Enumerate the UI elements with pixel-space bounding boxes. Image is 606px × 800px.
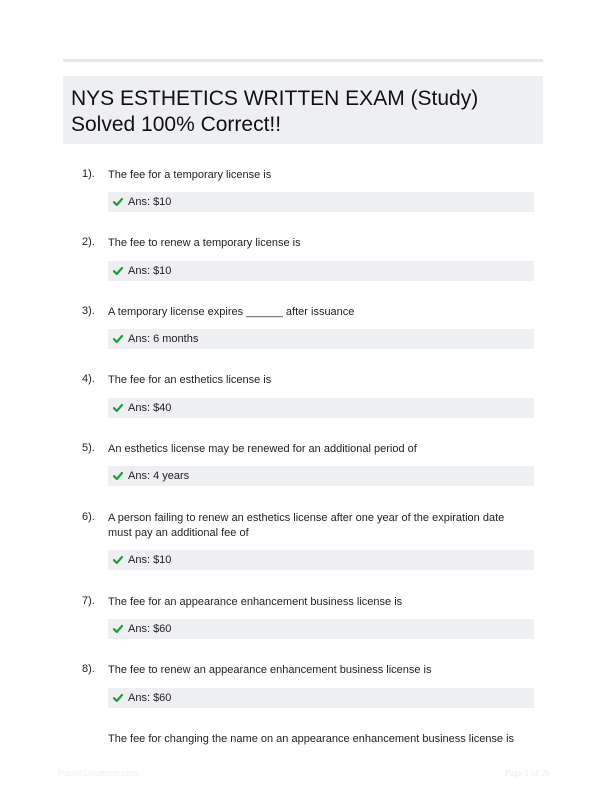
answer-text: Ans: $10	[128, 265, 172, 277]
answer-box	[108, 329, 534, 349]
question-number: 3).	[82, 305, 95, 317]
answer-box	[108, 550, 534, 570]
question-text: A temporary license expires ______ after issuance	[108, 306, 355, 318]
answer-box	[108, 619, 534, 639]
check-icon	[113, 266, 123, 276]
question-number: 7).	[82, 595, 95, 607]
question-text: A person failing to renew an esthetics license after one year of the expiration date must pay an additional fee of	[108, 512, 505, 539]
answer-box	[108, 466, 534, 486]
answer-box	[108, 688, 534, 708]
question-text: The fee to renew a temporary license is	[108, 237, 301, 249]
top-divider	[63, 59, 543, 62]
answer-text: Ans: $10	[128, 196, 172, 208]
page-indicator: Page 1 of 26	[504, 768, 550, 778]
question-number: 4).	[82, 373, 95, 385]
check-icon	[113, 403, 123, 413]
question-number: 8).	[82, 663, 95, 675]
question-text: The fee for a temporary license is	[108, 169, 272, 181]
check-icon	[113, 555, 123, 565]
title-banner	[63, 76, 543, 144]
answer-text: Ans: 6 months	[128, 333, 199, 345]
check-icon	[113, 624, 123, 634]
answer-text: Ans: $60	[128, 623, 172, 635]
question-text: The fee for an esthetics license is	[108, 374, 272, 386]
check-icon	[113, 334, 123, 344]
question-number: 1).	[82, 168, 95, 180]
check-icon	[113, 693, 123, 703]
question-number: 6).	[82, 511, 95, 523]
question-text: The fee for changing the name on an appearance enhancement business license is	[108, 733, 515, 745]
answer-text: Ans: $40	[128, 402, 172, 414]
question-number: 2).	[82, 236, 95, 248]
question-text: An esthetics license may be renewed for an additional period of	[108, 443, 417, 455]
answer-box	[108, 398, 534, 418]
answer-text: Ans: $60	[128, 692, 172, 704]
document-title: NYS ESTHETICS WRITTEN EXAM (Study) Solved 100% Correct!!	[71, 87, 479, 136]
answer-box	[108, 192, 534, 212]
question-text: The fee for an appearance enhancement business license is	[108, 596, 403, 608]
question-number: 5).	[82, 442, 95, 454]
check-icon	[113, 197, 123, 207]
answer-box	[108, 261, 534, 281]
answer-text: Ans: 4 years	[128, 470, 190, 482]
question-text: The fee to renew an appearance enhancement business license is	[108, 664, 432, 676]
footer-site: PaperSolutions.com	[58, 768, 139, 778]
answer-text: Ans: $10	[128, 554, 172, 566]
check-icon	[113, 471, 123, 481]
